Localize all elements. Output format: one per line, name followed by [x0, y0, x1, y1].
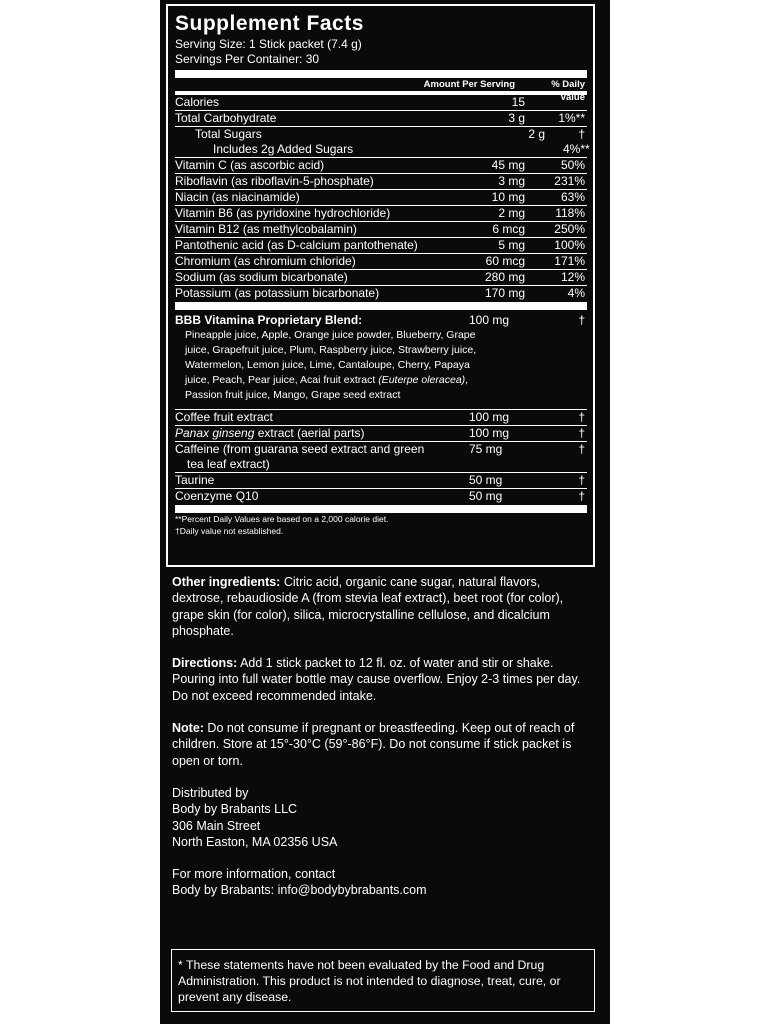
nutrient-row: Riboflavin (as riboflavin-5-phosphate) 3 mg 231% [175, 174, 585, 188]
fda-disclaimer: * These statements have not been evaluated by the Food and Drug Administration. This product is not intended to diagnose, treat, cure, or prevent any disease. [171, 949, 595, 1012]
ingredient-row: Coffee fruit extract 100 mg † [175, 410, 585, 424]
note: Note: Do not consume if pregnant or breastfeeding. Keep out of reach of children. Store at 15°-30°C (59°-86°F). Do not consume if stick packet is open or torn. [172, 721, 575, 768]
nutrient-row: Vitamin C (as ascorbic acid) 45 mg 50% [175, 158, 585, 172]
nutrient-row: Includes 2g Added Sugars 4%** [175, 142, 587, 158]
proprietary-blend-row [175, 313, 587, 328]
nutrient-row: Calories 15 [175, 95, 587, 111]
ingredient-row: Panax ginseng extract (aerial parts) 100 mg † [175, 426, 585, 440]
amount-header: Amount Per Serving [423, 79, 515, 90]
thick-divider [175, 70, 587, 78]
thick-divider [175, 505, 587, 513]
servings-per-container: Servings Per Container: 30 [175, 52, 320, 66]
serving-size: Serving Size: 1 Stick packet (7.4 g) [175, 37, 362, 51]
blend-name: BBB Vitamina Proprietary Blend: [175, 313, 363, 327]
facts-title: Supplement Facts [175, 12, 364, 35]
distributor-info: Distributed by Body by Brabants LLC 306 Main Street North Easton, MA 02356 USA [172, 785, 338, 849]
ingredient-row: Coenzyme Q10 50 mg † [175, 489, 585, 503]
footnote-not-established: †Daily value not established. [175, 526, 284, 536]
blend-dv: † [578, 313, 585, 327]
nutrient-row: Chromium (as chromium chloride) 60 mcg 171% [175, 254, 585, 268]
footnote-dv: **Percent Daily Values are based on a 2,000 calorie diet. [175, 514, 389, 524]
nutrient-row: Vitamin B6 (as pyridoxine hydrochloride) 2 mg 118% [175, 206, 585, 220]
dv-header: % Daily Value [551, 79, 585, 103]
nutrient-row: Potassium (as potassium bicarbonate) 170 mg 4% [175, 286, 585, 300]
other-ingredients: Other ingredients: Citric acid, organic cane sugar, natural flavors, dextrose, rebaudioside A (from stevia leaf extract), beet root (for color), grape skin (for color), silica, microcrystalline cellulose, and dicalcium phosphate. [172, 575, 564, 638]
label-body-text [172, 574, 592, 915]
supplement-facts-box [166, 4, 595, 567]
thick-divider [175, 302, 587, 310]
nutrient-row: Vitamin B12 (as methylcobalamin) 6 mcg 250% [175, 222, 585, 236]
contact-info: For more information, contact Body by Brabants: info@bodybybrabants.com [172, 867, 427, 898]
ingredient-row: Taurine 50 mg † [175, 473, 585, 487]
ingredient-row: Caffeine (from guarana seed extract and green tea leaf extract) 75 mg † [175, 442, 585, 471]
nutrient-row: Total Carbohydrate 3 g 1%** [175, 111, 585, 125]
nutrient-row: Sodium (as sodium bicarbonate) 280 mg 12% [175, 270, 585, 284]
nutrient-row: Pantothenic acid (as D-calcium pantothenate) 5 mg 100% [175, 238, 585, 252]
directions: Directions: Add 1 stick packet to 12 fl. oz. of water and stir or shake. Pouring into full water bottle may cause overflow. Enjoy 2-3 times per day. Do not exceed recommended intake. [172, 656, 581, 703]
nutrient-row: Niacin (as niacinamide) 10 mg 63% [175, 190, 585, 204]
nutrient-row: Total Sugars 2 g † [195, 127, 585, 141]
blend-ingredients: Pineapple juice, Apple, Orange juice powder, Blueberry, Grape juice, Grapefruit juice, Plum, Raspberry juice, Strawberry juice, Watermelon, Lemon juice, Lime, Cantaloupe, Cherry, Papaya juice, Peach, Pear juice, Acai fruit extract (Euterpe oleracea), Passion fruit juice, Mango, Grape seed extract [185, 329, 477, 401]
blend-amount: 100 mg [469, 313, 510, 327]
